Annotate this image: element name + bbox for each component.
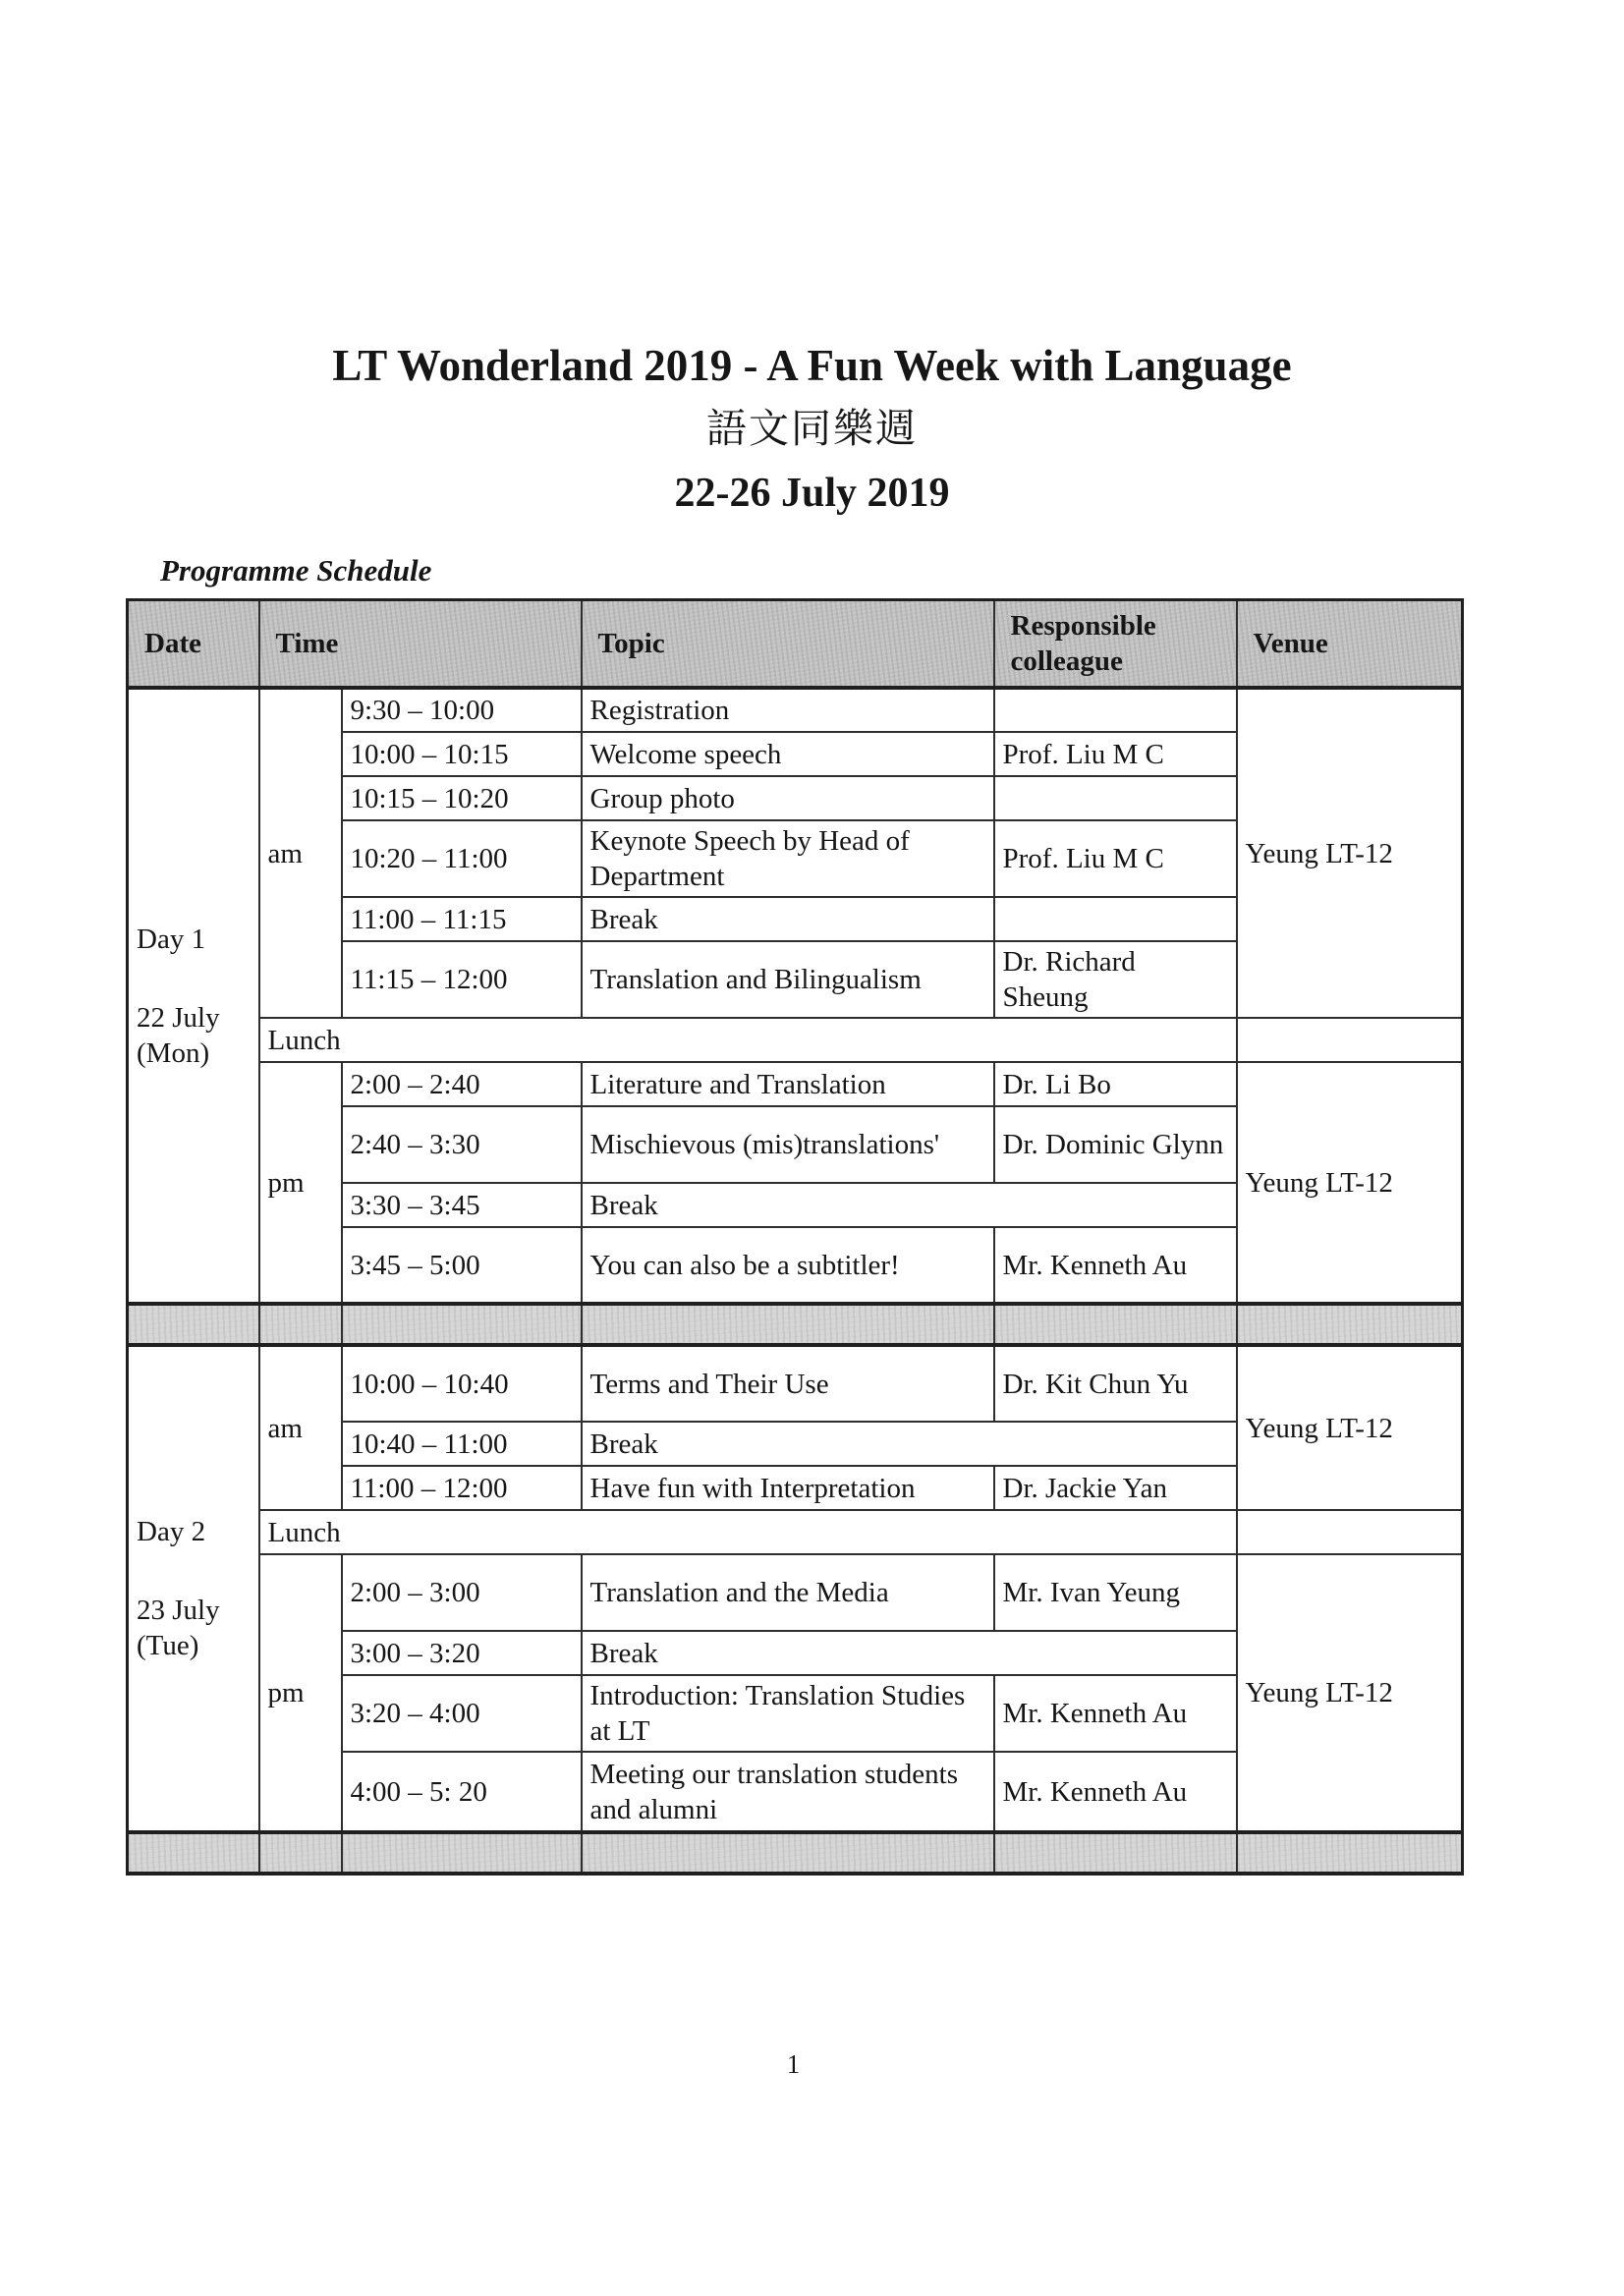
colleague-cell: Dr. Richard Sheung [994,941,1237,1018]
topic-cell: Meeting our translation students and alumni [582,1752,994,1832]
table-row [128,688,1463,732]
table-row [128,1345,1463,1422]
break-cell: Break [582,1422,1237,1466]
time-cell: 3:00 – 3:20 [342,1631,582,1675]
topic-cell: Have fun with Interpretation [582,1466,994,1510]
separator-cell [994,1304,1237,1345]
lunch-venue-cell [1237,1018,1463,1062]
time-cell: 11:00 – 11:15 [342,897,582,941]
separator-cell [1237,1832,1463,1874]
colleague-cell [994,897,1237,941]
separator-row [128,1304,1463,1345]
topic-cell: Keynote Speech by Head of Department [582,820,994,897]
topic-cell: Literature and Translation [582,1062,994,1106]
day2-weekday: (Tue) [137,1630,199,1661]
colleague-cell [994,776,1237,820]
day1-weekday: (Mon) [137,1036,210,1069]
topic-cell: Translation and Bilingualism [582,941,994,1018]
page-number: 1 [786,2049,801,2079]
header-topic: Topic [582,600,994,689]
day1-label: Day 1 [137,923,206,955]
day2-am-venue-cell: Yeung LT-12 [1237,1345,1463,1510]
colleague-cell: Dr. Li Bo [994,1062,1237,1106]
colleague-cell [994,688,1237,732]
topic-cell: Break [582,897,994,941]
topic-cell: Group photo [582,776,994,820]
lunch-venue-cell [1237,1510,1463,1554]
break-cell: Break [582,1631,1237,1675]
day2-pm-cell: pm [259,1554,342,1832]
header-colleague: Responsible colleague [994,600,1237,689]
programme-schedule-label: Programme Schedule [160,553,432,588]
header-venue: Venue [1237,600,1463,689]
topic-cell: Introduction: Translation Studies at LT [582,1675,994,1752]
time-cell: 4:00 – 5: 20 [342,1752,582,1832]
colleague-cell: Mr. Kenneth Au [994,1227,1237,1304]
separator-cell [582,1304,994,1345]
topic-cell: Welcome speech [582,732,994,776]
day1-am-cell: am [259,688,342,1018]
separator-cell [128,1304,259,1345]
time-cell: 10:00 – 10:40 [342,1345,582,1422]
title-block [0,0,1624,514]
time-cell: 10:00 – 10:15 [342,732,582,776]
day1-date: 22 July [137,1001,220,1034]
topic-cell: Mischievous (mis)translations' [582,1106,994,1183]
day1-pm-cell: pm [259,1062,342,1304]
day2-lunch-row [128,1510,1463,1554]
separator-cell [1237,1304,1463,1345]
table-row [128,1554,1463,1631]
colleague-cell: Mr. Kenneth Au [994,1752,1237,1832]
topic-cell: Translation and the Media [582,1554,994,1631]
time-cell: 11:15 – 12:00 [342,941,582,1018]
time-cell: 3:20 – 4:00 [342,1675,582,1752]
lunch-cell: Lunch [259,1018,1237,1062]
programme-schedule-table [126,598,1464,1876]
day2-label: Day 2 [137,1516,206,1547]
colleague-cell: Mr. Kenneth Au [994,1675,1237,1752]
time-cell: 3:45 – 5:00 [342,1227,582,1304]
separator-cell [128,1832,259,1874]
separator-cell [259,1832,342,1874]
time-cell: 10:20 – 11:00 [342,820,582,897]
separator-row [128,1832,1463,1874]
table-row [128,1062,1463,1106]
header-date: Date [128,600,259,689]
separator-cell [342,1832,582,1874]
day2-date-cell [128,1345,259,1832]
time-cell: 2:00 – 3:00 [342,1554,582,1631]
colleague-cell: Mr. Ivan Yeung [994,1554,1237,1631]
topic-cell: Registration [582,688,994,732]
separator-cell [259,1304,342,1345]
time-cell: 9:30 – 10:00 [342,688,582,732]
day1-am-venue-cell: Yeung LT-12 [1237,688,1463,1018]
spacer [137,957,251,1000]
colleague-cell: Dr. Jackie Yan [994,1466,1237,1510]
time-cell: 10:15 – 10:20 [342,776,582,820]
separator-cell [342,1304,582,1345]
document-title: LT Wonderland 2019 - A Fun Week with Language [332,341,1292,390]
header-time: Time [259,600,582,689]
topic-cell: Terms and Their Use [582,1345,994,1422]
break-cell: Break [582,1183,1237,1227]
colleague-cell: Prof. Liu M C [994,820,1237,897]
separator-cell [582,1832,994,1874]
day1-date-cell [128,688,259,1304]
separator-cell [994,1832,1237,1874]
time-cell: 10:40 – 11:00 [342,1422,582,1466]
topic-cell: You can also be a subtitler! [582,1227,994,1304]
lunch-cell: Lunch [259,1510,1237,1554]
time-cell: 3:30 – 3:45 [342,1183,582,1227]
spacer [137,1549,251,1593]
colleague-cell: Dr. Kit Chun Yu [994,1345,1237,1422]
colleague-cell: Prof. Liu M C [994,732,1237,776]
document-date-range: 22-26 July 2019 [674,471,950,516]
day1-lunch-row [128,1018,1463,1062]
day2-pm-venue-cell: Yeung LT-12 [1237,1554,1463,1832]
time-cell: 2:00 – 2:40 [342,1062,582,1106]
colleague-cell: Dr. Dominic Glynn [994,1106,1237,1183]
document-subtitle-chinese: 語文同樂週 [706,406,918,451]
table-header-row [128,600,1463,689]
time-cell: 11:00 – 12:00 [342,1466,582,1510]
day2-date: 23 July [137,1595,220,1626]
day2-am-cell: am [259,1345,342,1510]
day1-pm-venue-cell: Yeung LT-12 [1237,1062,1463,1304]
time-cell: 2:40 – 3:30 [342,1106,582,1183]
